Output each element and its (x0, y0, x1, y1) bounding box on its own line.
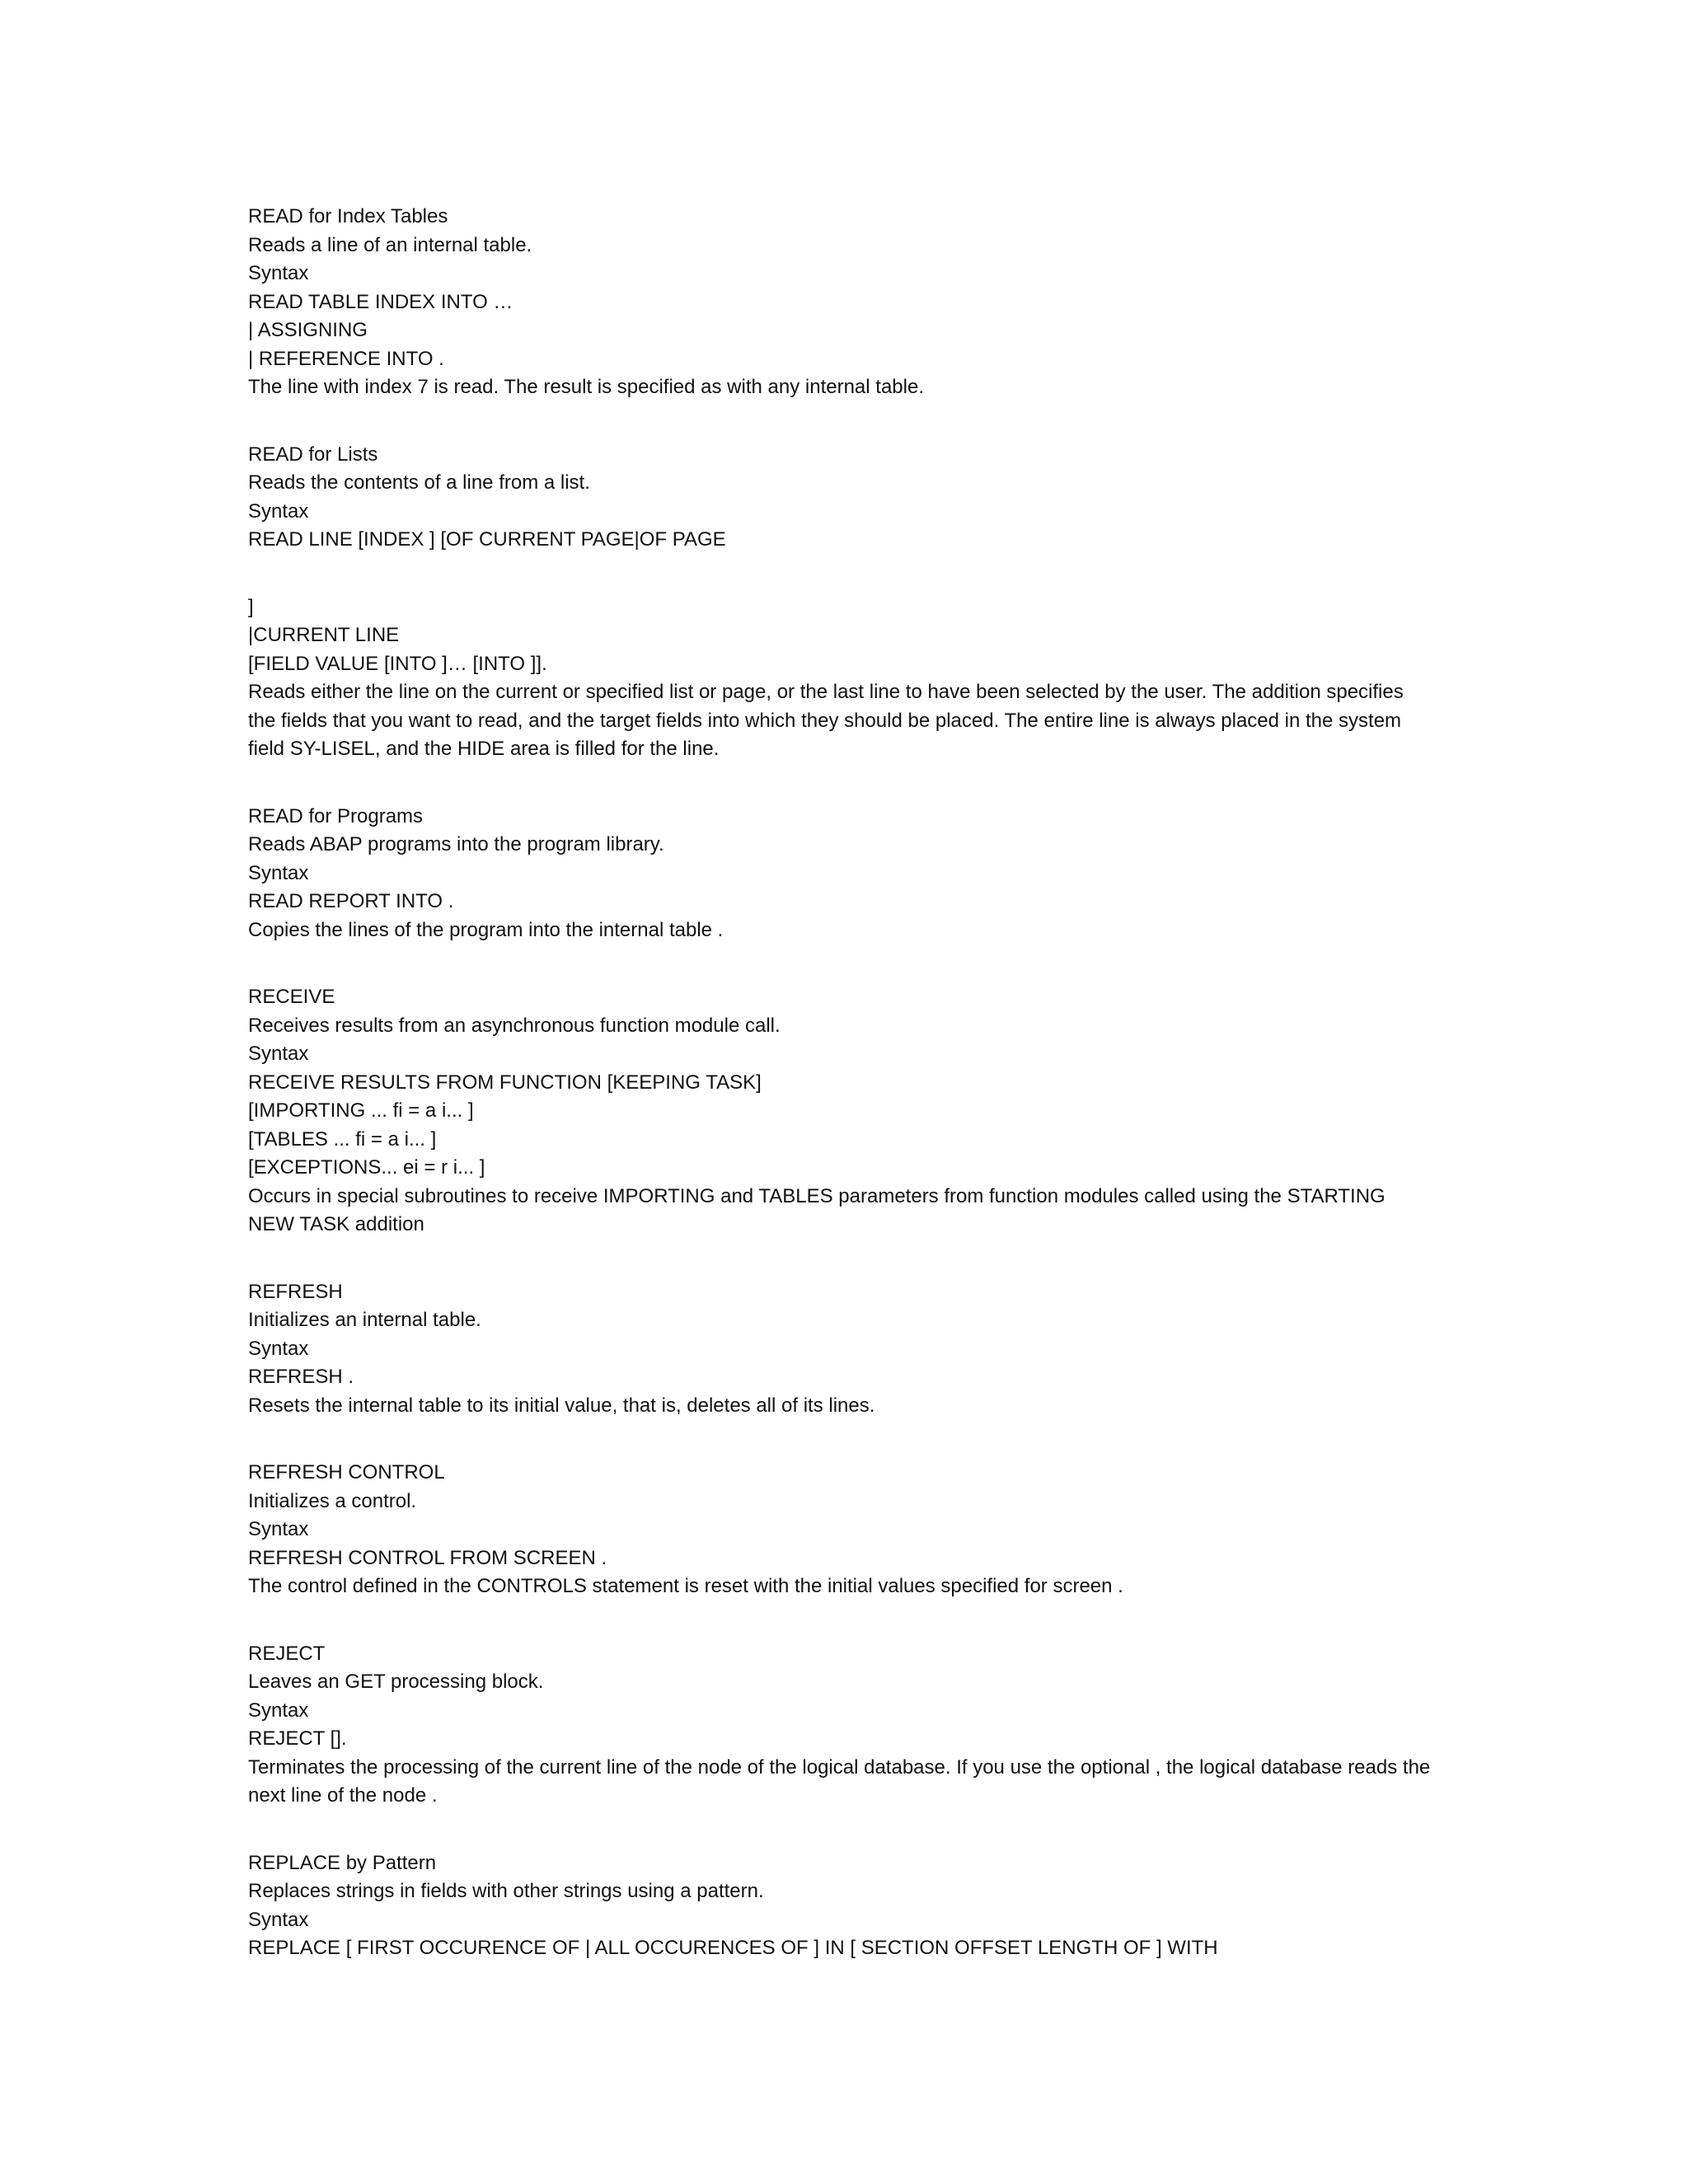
syntax-line: | REFERENCE INTO . (248, 347, 444, 370)
document-page (248, 203, 1435, 1963)
section-read-lists (248, 441, 1435, 764)
explanation-text: Reads either the line on the current or specified list or page, or the last line to have been selected by the user. The addition specifies the fields that you want to read, and the target fields into which they should be placed. The entire line is always placed in the system field SY-LISEL, and the HIDE area is filled for the line. (248, 681, 1404, 760)
section-refresh (248, 1278, 1435, 1421)
section-read-index-tables (248, 203, 1435, 402)
syntax-label: Syntax (248, 1043, 309, 1065)
explanation-text: The control defined in the CONTROLS statement is reset with the initial values specified for screen . (248, 1575, 1123, 1597)
syntax-line: READ LINE [INDEX ] [OF CURRENT PAGE|OF PAGE (248, 528, 726, 551)
section-receive (248, 983, 1435, 1240)
syntax-line: [TABLES ... fi = a i... ] (248, 1127, 437, 1151)
syntax-label: Syntax (248, 1908, 309, 1931)
section-title: READ for Lists (248, 443, 378, 466)
blank-gap (248, 555, 1435, 593)
syntax-line: REJECT []. (248, 1727, 347, 1750)
syntax-line: | ASSIGNING (248, 319, 368, 341)
section-description: Initializes an internal table. (248, 1309, 481, 1331)
section-replace-pattern (248, 1849, 1435, 1963)
section-description: Replaces strings in fields with other strings using a pattern. (248, 1880, 764, 1902)
syntax-line: [IMPORTING ... fi = a i... ] (248, 1099, 474, 1122)
syntax-line: REFRESH CONTROL FROM SCREEN . (248, 1546, 607, 1569)
syntax-line: ] (248, 595, 254, 618)
section-title: REJECT (248, 1642, 326, 1665)
explanation-text: Resets the internal table to its initial value, that is, deletes all of its lines. (248, 1394, 875, 1417)
explanation-text: Copies the lines of the program into the internal table . (248, 918, 724, 941)
section-description: Reads ABAP programs into the program library. (248, 833, 664, 855)
section-title: RECEIVE (248, 986, 335, 1008)
section-reject (248, 1640, 1435, 1811)
syntax-line: READ TABLE INDEX INTO … (248, 290, 513, 313)
syntax-label: Syntax (248, 1518, 309, 1540)
section-title: READ for Programs (248, 804, 424, 827)
syntax-label: Syntax (248, 262, 309, 284)
section-title: REPLACE by Pattern (248, 1851, 437, 1874)
syntax-line: [FIELD VALUE [INTO ]… [INTO ]]. (248, 652, 547, 675)
explanation-text: The line with index 7 is read. The result is specified as with any internal table. (248, 376, 924, 398)
explanation-text: Occurs in special subroutines to receive IMPORTING and TABLES parameters from function modules called using the STARTING NEW TASK addition (248, 1184, 1386, 1235)
section-description: Initializes a control. (248, 1489, 417, 1512)
syntax-label: Syntax (248, 861, 309, 884)
section-description: Leaves an GET processing block. (248, 1671, 544, 1693)
syntax-label: Syntax (248, 1337, 309, 1360)
section-refresh-control (248, 1459, 1435, 1601)
section-description: Reads the contents of a line from a list. (248, 471, 590, 494)
section-description: Receives results from an asynchronous function module call. (248, 1014, 781, 1037)
syntax-label: Syntax (248, 1699, 309, 1722)
syntax-line: |CURRENT LINE (248, 624, 400, 646)
syntax-line: [EXCEPTIONS... ei = r i... ] (248, 1156, 485, 1179)
syntax-line: RECEIVE RESULTS FROM FUNCTION [KEEPING TASK] (248, 1071, 762, 1094)
syntax-line: REFRESH . (248, 1366, 354, 1388)
section-title: REFRESH CONTROL (248, 1461, 445, 1483)
section-read-programs (248, 803, 1435, 945)
syntax-line: READ REPORT INTO . (248, 890, 454, 912)
section-title: READ for Index Tables (248, 205, 448, 227)
explanation-text: Terminates the processing of the current line of the node of the logical database. If you use the optional , the logical database reads the next line of the node . (248, 1755, 1431, 1807)
section-title: REFRESH (248, 1280, 343, 1303)
syntax-label: Syntax (248, 499, 309, 523)
syntax-line: REPLACE [ FIRST OCCURENCE OF | ALL OCCURENCES OF ] IN [ SECTION OFFSET LENGTH OF ] WITH (248, 1937, 1218, 1959)
section-description: Reads a line of an internal table. (248, 233, 532, 256)
